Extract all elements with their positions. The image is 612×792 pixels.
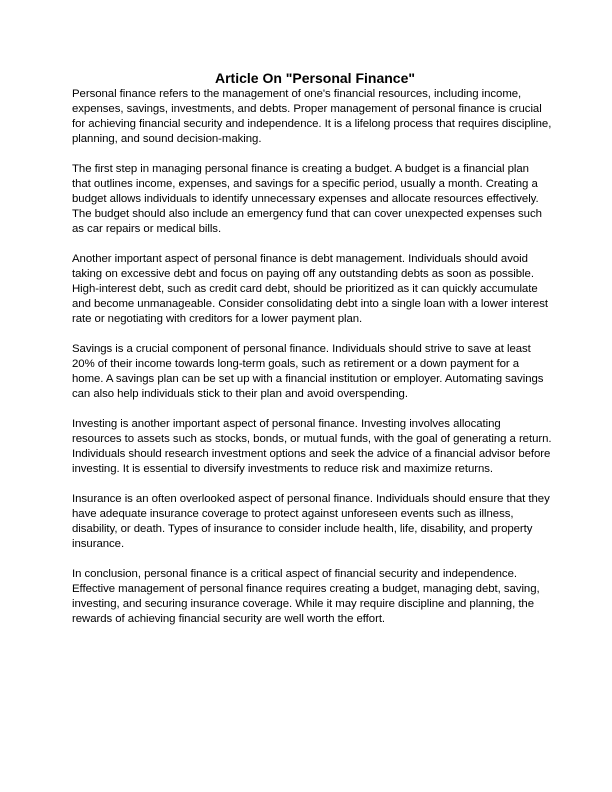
text-line: 20% of their income towards long-term goals, such as retirement or a down payment for a bbox=[72, 358, 520, 370]
text-line: Individuals should research investment options and seek the advice of a financial advisor before bbox=[72, 448, 551, 460]
text-line: for achieving financial security and independence. It is a lifelong process that requires discipline, bbox=[72, 118, 552, 130]
text-line: Savings is a crucial component of personal finance. Individuals should strive to save at least bbox=[72, 343, 531, 355]
article-title: Article On "Personal Finance" bbox=[215, 70, 415, 86]
text-line: have adequate insurance coverage to protect against unforeseen events such as illness, bbox=[72, 508, 514, 520]
paragraph-introduction bbox=[72, 87, 552, 147]
paragraph-insurance bbox=[72, 492, 552, 552]
text-line: home. A savings plan can be set up with a financial institution or employer. Automating savings bbox=[72, 373, 544, 385]
paragraph-conclusion bbox=[72, 567, 552, 627]
text-line: Another important aspect of personal finance is debt management. Individuals should avoid bbox=[72, 253, 528, 265]
text-line: as car repairs or medical bills. bbox=[72, 223, 222, 235]
text-line: disability, or death. Types of insurance to consider include health, life, disability, and property bbox=[72, 523, 533, 535]
document-page bbox=[72, 70, 552, 642]
text-line: Investing is another important aspect of personal finance. Investing involves allocating bbox=[72, 418, 501, 430]
text-line: The budget should also include an emergency fund that can cover unexpected expenses such bbox=[72, 208, 542, 220]
paragraph-investing bbox=[72, 417, 552, 477]
text-line: In conclusion, personal finance is a critical aspect of financial security and independence. bbox=[72, 568, 517, 580]
text-line: Personal finance refers to the management of one's financial resources, including income, bbox=[72, 88, 522, 100]
text-line: taking on excessive debt and focus on paying off any outstanding debts as soon as possible. bbox=[72, 268, 534, 280]
text-line: insurance. bbox=[72, 538, 125, 550]
text-line: The first step in managing personal finance is creating a budget. A budget is a financial plan bbox=[72, 163, 529, 175]
text-line: that outlines income, expenses, and savings for a specific period, usually a month. Creating a bbox=[72, 178, 538, 190]
text-line: expenses, savings, investments, and debts. Proper management of personal finance is crucial bbox=[72, 103, 542, 115]
text-line: Effective management of personal finance requires creating a budget, managing debt, saving, bbox=[72, 583, 540, 595]
text-line: planning, and sound decision-making. bbox=[72, 133, 262, 145]
paragraph-savings bbox=[72, 342, 552, 402]
text-line: Insurance is an often overlooked aspect of personal finance. Individuals should ensure that they bbox=[72, 493, 550, 505]
text-line: resources to assets such as stocks, bonds, or mutual funds, with the goal of generating a return. bbox=[72, 433, 552, 445]
text-line: rate or negotiating with creditors for a lower payment plan. bbox=[72, 313, 363, 325]
text-line: rewards of achieving financial security are well worth the effort. bbox=[72, 613, 386, 625]
paragraph-budget bbox=[72, 162, 552, 237]
text-line: High-interest debt, such as credit card debt, should be prioritized as it can quickly accumulate bbox=[72, 283, 538, 295]
text-line: can also help individuals stick to their plan and avoid overspending. bbox=[72, 388, 408, 400]
text-line: and become unmanageable. Consider consolidating debt into a single loan with a lower interest bbox=[72, 298, 548, 310]
text-line: investing, and securing insurance coverage. While it may require discipline and planning, the bbox=[72, 598, 535, 610]
paragraph-debt-management bbox=[72, 252, 552, 327]
text-line: investing. It is essential to diversify investments to reduce risk and maximize returns. bbox=[72, 463, 494, 475]
text-line: budget allows individuals to identify unnecessary expenses and allocate resources effectively. bbox=[72, 193, 539, 205]
